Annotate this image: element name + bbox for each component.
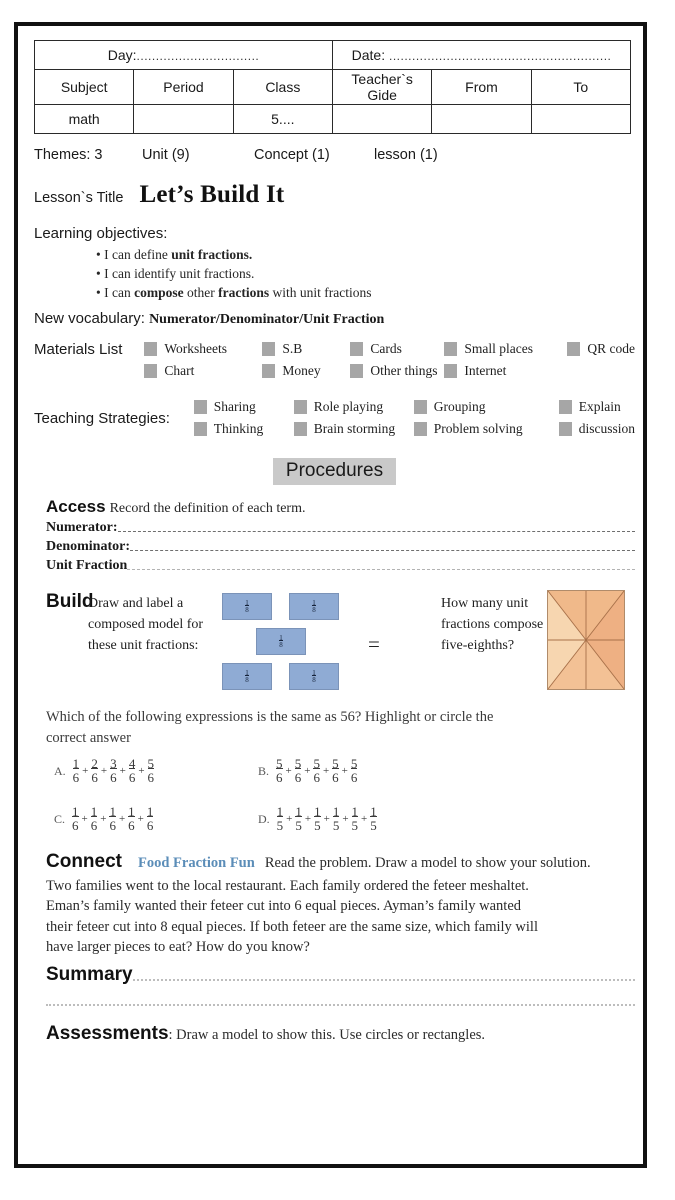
col-subject: Subject bbox=[35, 70, 134, 105]
concept-value: Concept (1) bbox=[254, 147, 330, 163]
themes-row bbox=[34, 147, 635, 163]
mcq-options-row-2 bbox=[46, 803, 635, 845]
material-option-worksheets[interactable]: Worksheets bbox=[144, 341, 262, 357]
strategy-option-sharing[interactable]: Sharing bbox=[194, 399, 294, 415]
write-line[interactable] bbox=[46, 1004, 635, 1006]
summary-second-line[interactable] bbox=[46, 1004, 635, 1011]
vocabulary-value: Numerator/Denominator/Unit Fraction bbox=[149, 312, 385, 327]
header-table bbox=[34, 40, 631, 134]
col-class: Class bbox=[233, 70, 332, 105]
write-line[interactable] bbox=[133, 979, 635, 981]
header-values-row bbox=[35, 105, 631, 134]
material-option-internet[interactable]: Internet bbox=[444, 363, 567, 379]
checkbox-icon[interactable] bbox=[350, 364, 363, 378]
connect-tag: Food Fraction Fun bbox=[138, 855, 255, 871]
value-period[interactable] bbox=[134, 105, 233, 134]
checkbox-icon[interactable] bbox=[559, 422, 572, 436]
checkbox-icon[interactable] bbox=[144, 364, 157, 378]
header-columns-row bbox=[35, 70, 631, 105]
value-class[interactable]: 5.... bbox=[233, 105, 332, 134]
checkbox-icon[interactable] bbox=[194, 422, 207, 436]
checkbox-icon[interactable] bbox=[567, 342, 580, 356]
date-cell[interactable] bbox=[332, 41, 630, 70]
access-term-unit-fraction[interactable]: Unit Fraction bbox=[46, 558, 635, 574]
mcq-question: Which of the following expressions is the same as 56? Highlight or circle the correct answer bbox=[46, 709, 494, 746]
value-subject[interactable]: math bbox=[35, 105, 134, 134]
materials-row-1 bbox=[144, 338, 635, 360]
value-to[interactable] bbox=[531, 105, 630, 134]
strategy-option-explain[interactable]: Explain bbox=[559, 399, 621, 415]
mcq-option-b[interactable]: B. $\frac{5}{6}$ + $\frac{5}{6}$ + $\frac{5}{6}$ + $\frac{5}{6}$ + $\frac{5}{6}$ bbox=[258, 756, 358, 785]
access-term-denominator[interactable]: Denominator: bbox=[46, 539, 635, 555]
objective-item: • I can define unit fractions. bbox=[96, 247, 635, 263]
checkbox-icon[interactable] bbox=[144, 342, 157, 356]
checkbox-icon[interactable] bbox=[444, 342, 457, 356]
material-option-sb[interactable]: S.B bbox=[262, 341, 350, 357]
fraction-tile: $\frac{1}{8}$ bbox=[289, 663, 339, 690]
date-dots: .......................................................... bbox=[388, 49, 612, 63]
mcq-option-d[interactable]: D. $\frac{1}{5}$ + $\frac{1}{5}$ + $\frac{1}{5}$ + $\frac{1}{5}$ + $\frac{1}{5}$ + $\frac{1}{5}$ bbox=[258, 804, 377, 833]
day-date-row bbox=[35, 41, 631, 70]
strategy-option-discussion[interactable]: discussion bbox=[559, 421, 635, 437]
col-teacher-guide: Teacher`s Gide bbox=[332, 70, 431, 105]
access-heading: Access bbox=[46, 497, 106, 516]
mcq-section bbox=[46, 707, 635, 845]
write-line[interactable] bbox=[118, 531, 635, 532]
lesson-title-row bbox=[34, 181, 635, 209]
checkbox-icon[interactable] bbox=[262, 364, 275, 378]
mcq-option-c[interactable]: C. $\frac{1}{6}$ + $\frac{1}{6}$ + $\frac{1}{6}$ + $\frac{1}{6}$ + $\frac{1}{6}$ bbox=[54, 804, 154, 833]
lesson-plan-page bbox=[14, 22, 647, 1168]
checkbox-icon[interactable] bbox=[350, 342, 363, 356]
teaching-strategies-group bbox=[34, 396, 635, 440]
day-label: Day: bbox=[107, 47, 137, 63]
equals-sign: = bbox=[368, 632, 380, 656]
build-heading: Build bbox=[46, 591, 94, 612]
strategies-row-2 bbox=[194, 418, 635, 440]
connect-heading-row bbox=[46, 851, 635, 874]
lesson-title-label: Lesson`s Title bbox=[34, 190, 124, 206]
connect-instruction: Read the problem. Draw a model to show your solution. bbox=[264, 855, 591, 871]
connect-section bbox=[46, 851, 635, 958]
fraction-tile: $\frac{1}{8}$ bbox=[289, 593, 339, 620]
lesson-value: lesson (1) bbox=[374, 147, 438, 163]
connect-body: Two families went to the local restaurant. Each family ordered the feteer meshaltet. Eman’s family wanted their feteer cut into 6 equal pieces. Ayman’s family wanted their feteer cut into 8 equal pieces. If both feteer are the same size, which family will have larger pieces to eat? How do you know? bbox=[46, 877, 538, 955]
access-section bbox=[46, 497, 635, 574]
access-term-numerator[interactable]: Numerator: bbox=[46, 520, 635, 536]
write-line[interactable] bbox=[130, 550, 635, 551]
summary-heading: Summary bbox=[46, 963, 133, 985]
value-teacher-guide[interactable] bbox=[332, 105, 431, 134]
date-label: Date: bbox=[351, 47, 386, 63]
assessments-heading: Assessments bbox=[46, 1022, 169, 1044]
col-to: To bbox=[531, 70, 630, 105]
objectives-heading: Learning objectives: bbox=[34, 225, 168, 242]
materials-label: Materials List bbox=[34, 341, 123, 358]
build-prompt: Draw and label a composed model for these unit fractions: bbox=[88, 596, 204, 653]
strategy-option-brain-storming[interactable]: Brain storming bbox=[294, 421, 414, 437]
objectives-list bbox=[56, 247, 635, 301]
material-option-other-things[interactable]: Other things bbox=[350, 363, 444, 379]
strategies-row-1 bbox=[194, 396, 635, 418]
build-question: How many unit fractions compose five-eighths? bbox=[441, 596, 544, 653]
access-heading-row bbox=[46, 497, 635, 517]
write-line[interactable] bbox=[127, 569, 635, 570]
procedures-banner-wrap bbox=[34, 458, 635, 485]
material-option-cards[interactable]: Cards bbox=[350, 341, 444, 357]
themes-value: Themes: 3 bbox=[34, 147, 103, 163]
procedures-banner: Procedures bbox=[273, 458, 396, 485]
build-section bbox=[46, 587, 635, 699]
access-subtitle: Record the definition of each term. bbox=[109, 501, 306, 516]
checkbox-icon[interactable] bbox=[414, 400, 427, 414]
checkbox-icon[interactable] bbox=[294, 422, 307, 436]
checkbox-icon[interactable] bbox=[194, 400, 207, 414]
assessments-text: : Draw a model to show this. Use circles or rectangles. bbox=[168, 1026, 486, 1043]
fraction-tile: $\frac{1}{8}$ bbox=[222, 593, 272, 620]
value-from[interactable] bbox=[432, 105, 531, 134]
fraction-tile: $\frac{1}{8}$ bbox=[256, 628, 306, 655]
strategy-option-problem-solving[interactable]: Problem solving bbox=[414, 421, 559, 437]
col-period: Period bbox=[134, 70, 233, 105]
summary-section bbox=[46, 964, 635, 1011]
summary-heading-row[interactable] bbox=[46, 964, 635, 986]
day-dots: ................................ bbox=[136, 49, 260, 63]
checkbox-icon[interactable] bbox=[294, 400, 307, 414]
fraction-tile: $\frac{1}{8}$ bbox=[222, 663, 272, 690]
checkbox-icon[interactable] bbox=[559, 400, 572, 414]
mcq-option-a[interactable]: A. $\frac{1}{6}$ + $\frac{2}{6}$ + $\frac{3}{6}$ + $\frac{4}{6}$ + $\frac{5}{6}$ bbox=[54, 756, 155, 785]
assessments-section bbox=[46, 1023, 635, 1046]
mcq-options-row-1 bbox=[46, 755, 635, 797]
day-cell[interactable] bbox=[35, 41, 333, 70]
checkbox-icon[interactable] bbox=[414, 422, 427, 436]
material-option-chart[interactable]: Chart bbox=[144, 363, 262, 379]
vocabulary-label: New vocabulary: bbox=[34, 310, 145, 327]
eighths-square-diagram bbox=[547, 590, 625, 690]
strategy-option-grouping[interactable]: Grouping bbox=[414, 399, 559, 415]
strategy-option-thinking[interactable]: Thinking bbox=[194, 421, 294, 437]
page-title: Let’s Build It bbox=[139, 181, 285, 208]
objective-item: • I can identify unit fractions. bbox=[96, 266, 635, 282]
objective-item: • I can compose other fractions with unit fractions bbox=[96, 285, 635, 301]
material-option-qr-code[interactable]: QR code bbox=[567, 341, 635, 357]
strategies-label: Teaching Strategies: bbox=[34, 410, 170, 427]
unit-value: Unit (9) bbox=[142, 147, 190, 163]
material-option-small-places[interactable]: Small places bbox=[444, 341, 567, 357]
connect-heading: Connect bbox=[46, 851, 122, 872]
new-vocabulary-row bbox=[34, 310, 635, 328]
col-from: From bbox=[432, 70, 531, 105]
materials-list-group bbox=[34, 338, 635, 382]
strategy-option-role-playing[interactable]: Role playing bbox=[294, 399, 414, 415]
material-option-money[interactable]: Money bbox=[262, 363, 350, 379]
checkbox-icon[interactable] bbox=[262, 342, 275, 356]
checkbox-icon[interactable] bbox=[444, 364, 457, 378]
materials-row-2 bbox=[144, 360, 635, 382]
